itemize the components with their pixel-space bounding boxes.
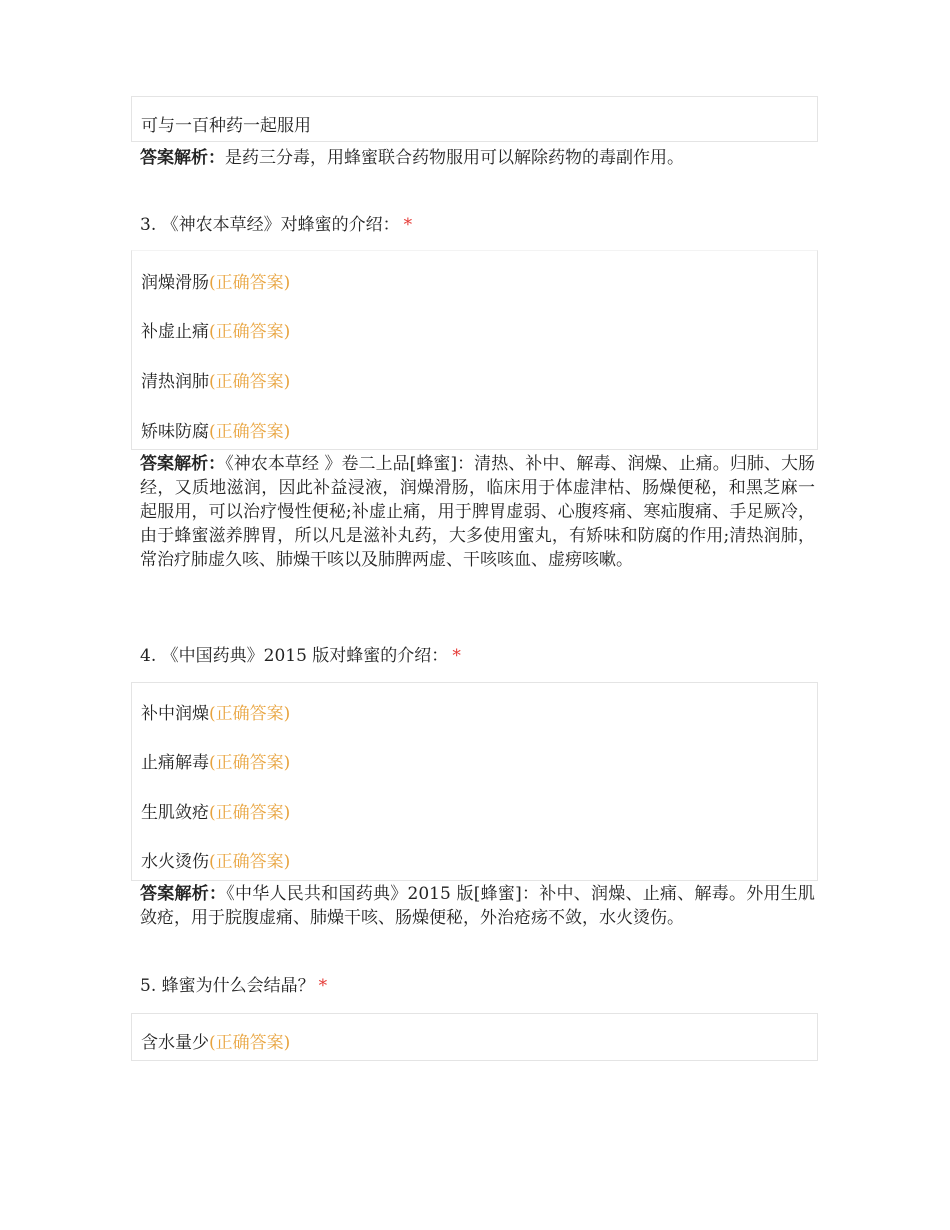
analysis-text: 《中华人民共和国药典》2015 版[蜂蜜]：补中、润燥、止痛、解毒。外用生肌敛疮，用于脘腹虚痛、肺燥干咳、肠燥便秘，外治疮疡不敛，水火烫伤。 [140, 884, 816, 928]
correct-answer-tag: (正确答案) [209, 372, 291, 392]
question-title [140, 974, 327, 998]
question-text: 蜂蜜为什么会结晶？ [161, 976, 315, 996]
question-title [140, 644, 461, 668]
option-item[interactable] [141, 751, 290, 775]
question-text: 《中国药典》2015 版对蜂蜜的介绍： [161, 646, 449, 666]
required-mark: * [318, 976, 328, 996]
option-item[interactable] [141, 420, 290, 444]
correct-answer-tag: (正确答案) [209, 322, 291, 342]
option-box [131, 1013, 818, 1061]
option-item[interactable] [141, 320, 290, 344]
correct-answer-tag: (正确答案) [209, 803, 291, 823]
option-item[interactable] [141, 1031, 290, 1055]
analysis-text: 是药三分毒，用蜂蜜联合药物服用可以解除药物的毒副作用。 [225, 148, 684, 168]
analysis-label: 答案解析： [140, 148, 225, 168]
question-number: 4. [140, 646, 157, 666]
answer-analysis [140, 452, 815, 572]
answer-analysis [140, 146, 815, 170]
option-box [131, 250, 818, 450]
option-label: 清热润肺 [141, 372, 209, 392]
option-item[interactable] [141, 370, 290, 394]
option-box [131, 682, 818, 881]
option-item[interactable] [141, 271, 290, 295]
option-label: 可与一百种药一起服用 [141, 116, 311, 136]
option-label: 润燥滑肠 [141, 273, 209, 293]
question-number: 5. [140, 976, 157, 996]
correct-answer-tag: (正确答案) [209, 273, 291, 293]
analysis-text: 《神农本草经 》卷二上品[蜂蜜]：清热、补中、解毒、润燥、止痛。归肺、大肠经，又质地滋润，因此补益浸液，润燥滑肠，临床用于体虚津枯、肠燥便秘，和黑芝麻一起服用，可以治疗慢性便秘;补虚止痛，用于脾胃虚弱、心腹疼痛、寒疝腹痛、手足厥冷，由于蜂蜜滋养脾胃，所以凡是滋补丸药，大多使用蜜丸，有矫味和防腐的作用;清热润肺，常治疗肺虚久咳、肺燥干咳以及肺脾两虚、干咳咳血、虚痨咳嗽。 [140, 454, 816, 570]
question-number: 3. [140, 215, 157, 235]
option-label: 含水量少 [141, 1033, 209, 1053]
option-label: 补中润燥 [141, 704, 209, 724]
option-item[interactable] [141, 702, 290, 726]
correct-answer-tag: (正确答案) [209, 753, 291, 773]
option-label: 生肌敛疮 [141, 803, 209, 823]
correct-answer-tag: (正确答案) [209, 1033, 291, 1053]
required-mark: * [452, 646, 461, 666]
correct-answer-tag: (正确答案) [209, 852, 291, 872]
required-mark: * [403, 215, 413, 235]
option-item[interactable] [141, 850, 290, 874]
question-text: 《神农本草经》对蜂蜜的介绍： [161, 215, 400, 235]
correct-answer-tag: (正确答案) [209, 704, 291, 724]
correct-answer-tag: (正确答案) [209, 422, 291, 442]
option-label: 矫味防腐 [141, 422, 209, 442]
option-label: 止痛解毒 [141, 753, 209, 773]
option-box-prev [131, 96, 818, 142]
option-label: 水火烫伤 [141, 852, 209, 872]
option-label: 补虚止痛 [141, 322, 209, 342]
question-title [140, 213, 412, 237]
option-item[interactable] [141, 114, 311, 138]
option-item[interactable] [141, 801, 290, 825]
analysis-label: 答案解析： [140, 454, 226, 474]
answer-analysis [140, 882, 815, 930]
analysis-label: 答案解析： [140, 884, 227, 904]
